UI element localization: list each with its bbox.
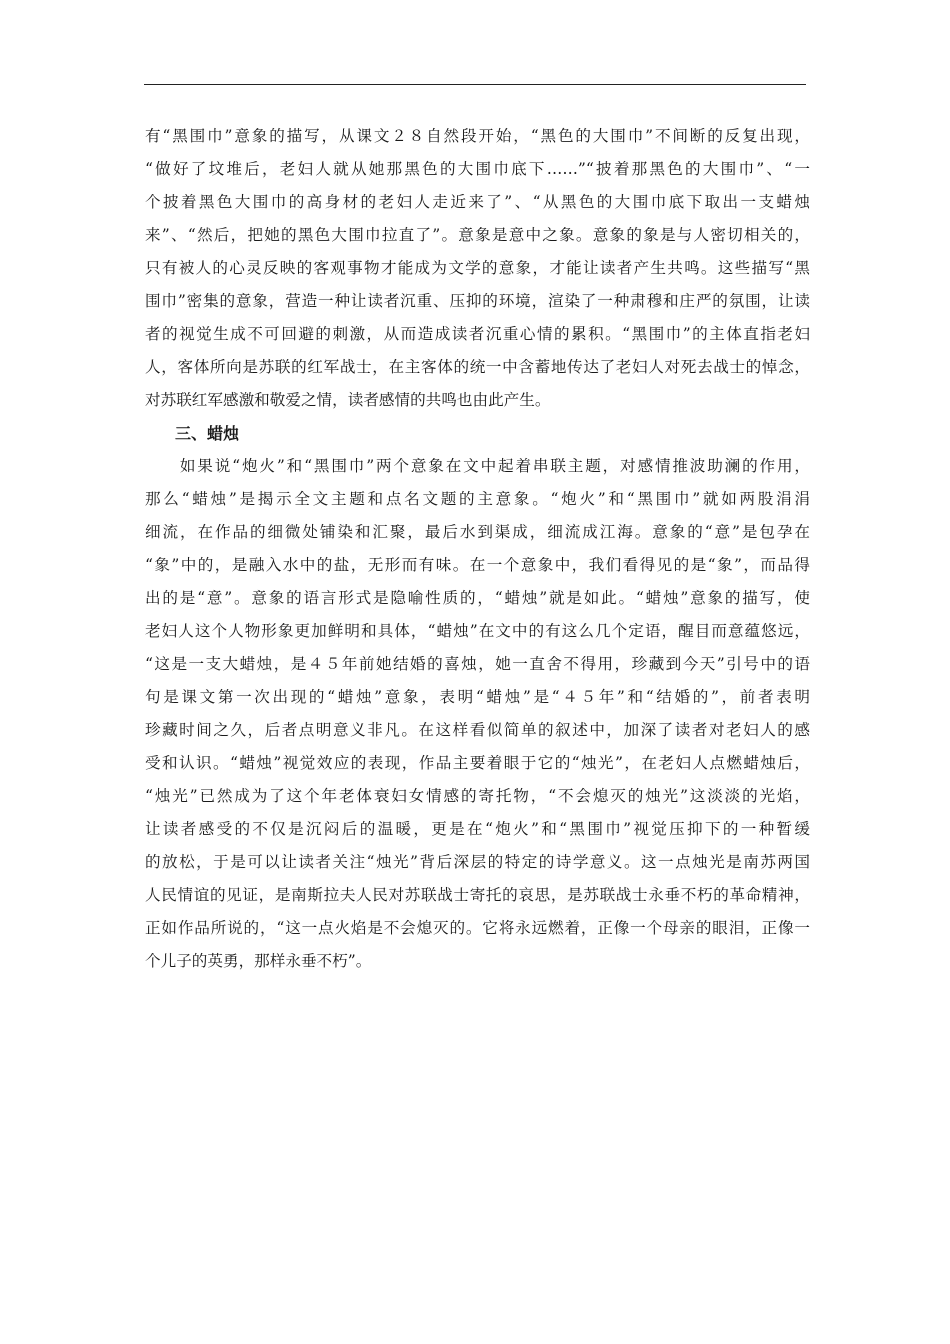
paragraph-black-scarf [145, 120, 810, 417]
text-line: 个披着黑色大围巾的高身材的老妇人走近来了”、“从黑色的大围巾底下取出一支蜡烛 [145, 193, 810, 211]
text-line: 细流，在作品的细微处铺染和汇聚，最后水到渠成，细流成江海。意象的“意”是包孕在 [145, 523, 810, 541]
text-line: 有“黑围巾”意象的描写，从课文２８自然段开始，“黑色的大围巾”不间断的反复出现， [145, 127, 810, 145]
text-line: 的放松，于是可以让读者关注“烛光”背后深层的特定的诗学意义。这一点烛光是南苏两国 [145, 853, 810, 871]
text-line: 让读者感受的不仅是沉闷后的温暖，更是在“炮火”和“黑围巾”视觉压抑下的一种暂缓 [145, 820, 810, 838]
text-line: 出的是“意”。意象的语言形式是隐喻性质的，“蜡烛”就是如此。“蜡烛”意象的描写，使 [145, 589, 810, 607]
text-line: 句是课文第一次出现的“蜡烛”意象，表明“蜡烛”是“４５年”和“结婚的”，前者表明 [145, 688, 810, 706]
text-line: “做好了坟堆后，老妇人就从她那黑色的大围巾底下……”“披着那黑色的大围巾”、“一 [145, 160, 810, 178]
text-line: 正如作品所说的，“这一点火焰是不会熄灭的。它将永远燃着，正像一个母亲的眼泪，正像一 [145, 919, 810, 937]
text-line: 者的视觉生成不可回避的刺激，从而造成读者沉重心情的累积。“黑围巾”的主体直指老妇 [145, 325, 810, 343]
text-line: “烛光”已然成为了这个年老体衰妇女情感的寄托物，“不会熄灭的烛光”这淡淡的光焰， [145, 787, 810, 805]
header-rule [144, 84, 806, 85]
text-line: 受和认识。“蜡烛”视觉效应的表现，作品主要着眼于它的“烛光”，在老妇人点燃蜡烛后， [145, 754, 810, 772]
text-line: “这是一支大蜡烛，是４５年前她结婚的喜烛，她一直舍不得用，珍藏到今天”引号中的语 [145, 655, 810, 673]
text-line: 珍藏时间之久，后者点明意义非凡。在这样看似简单的叙述中，加深了读者对老妇人的感 [145, 721, 810, 739]
section-heading-candle: 三、蜡烛 [175, 424, 240, 443]
text-line: 来”、“然后，把她的黑色大围巾拉直了”。意象是意中之象。意象的象是与人密切相关的， [145, 226, 810, 244]
document-body [145, 120, 810, 978]
text-line: 围巾”密集的意象，营造一种让读者沉重、压抑的环境，渲染了一种肃穆和庄严的氛围，让读 [145, 292, 810, 310]
text-line: 对苏联红军感激和敬爱之情，读者感情的共鸣也由此产生。 [145, 391, 551, 409]
text-line: 个儿子的英勇，那样永垂不朽”。 [145, 952, 372, 970]
text-line: 人，客体所向是苏联的红军战士，在主客体的统一中含蓄地传达了老妇人对死去战士的悼念， [145, 358, 810, 376]
text-line: 如果说“炮火”和“黑围巾”两个意象在文中起着串联主题，对感情推波助澜的作用， [145, 457, 810, 475]
text-line: “象”中的，是融入水中的盐，无形而有味。在一个意象中，我们看得见的是“象”，而品得 [145, 556, 810, 574]
text-line: 那么“蜡烛”是揭示全文主题和点名文题的主意象。“炮火”和“黑围巾”就如两股涓涓 [145, 490, 810, 508]
text-line: 老妇人这个人物形象更加鲜明和具体，“蜡烛”在文中的有这么几个定语，醒目而意蕴悠远， [145, 622, 810, 640]
text-line: 只有被人的心灵反映的客观事物才能成为文学的意象，才能让读者产生共鸣。这些描写“黑 [145, 259, 810, 277]
paragraph-candle [145, 450, 810, 978]
text-line: 人民情谊的见证，是南斯拉夫人民对苏联战士寄托的哀思，是苏联战士永垂不朽的革命精神， [145, 886, 810, 904]
